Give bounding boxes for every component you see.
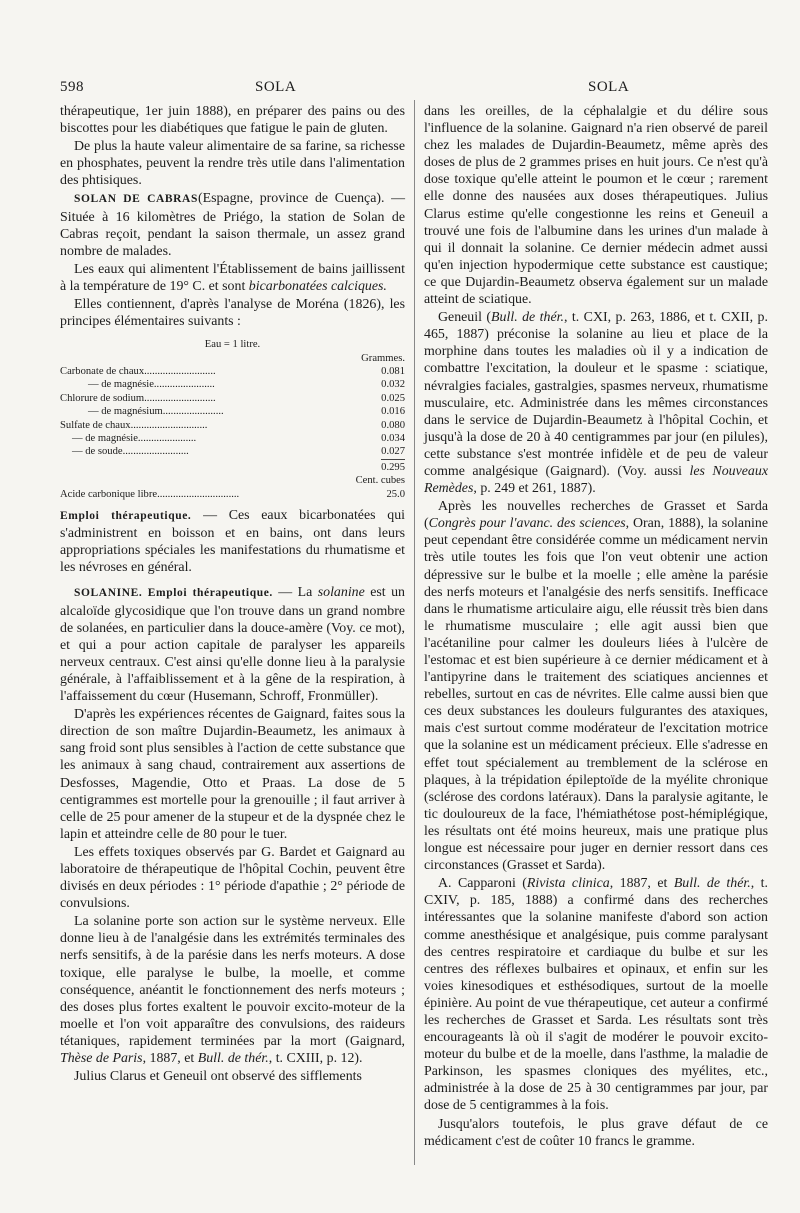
entry-text: (Espagne, province de Cuença). — Située à 16 kilomètres de Priégo, la station de Solan de Cabras reçoit, pendant la saison thermale, un assez grand nombre de malades. <box>60 191 405 259</box>
italic-term: bicarbonatées calciques. <box>248 278 387 294</box>
paragraph: D'après les expériences récentes de Gaignard, faites sous la direction de son maître Dujardin-Beaumetz, les animaux à sang froid sont plus sensibles à l'action de cette substance que les animaux à sang chaud, contrairement aux assertions de Desfosses, Magendie, Otto et Praas. La dose de 5 centigrammes est mortelle pour la grenouille ; il faut arriver à celle de 25 pour amener de la stupeur et de la dyspnée chez le lapin et atteindre celle de 80 pour le tuer. <box>60 707 405 842</box>
paragraph: De plus la haute valeur alimentaire de sa farine, sa richesse en phosphates, peuvent la rendre très utile dans l'alimentation des phtisiques. <box>60 139 405 189</box>
paragraph: Les effets toxiques observés par G. Bardet et Gaignard au laboratoire de thérapeutique de l'hôpital Cochin, peuvent être divisés en deux périodes : 1° période d'apathie ; 2° période de convulsions. <box>60 844 405 912</box>
table-row: — de magnésie...................... 0.034 <box>72 433 405 445</box>
running-head-left: SOLA <box>255 79 297 95</box>
paragraph: A. Capparoni (Rivista clinica, 1887, et Bull. de thér., t. CXIV, p. 185, 1888) a confirmé dans des recherches intéressantes que la solanine manifeste d'abord son action comme anesthésique et analgésique, puis comme paralysant des centres respiratoire et cardiaque du bulbe et sur les centres des réflexes bulbaires et opinaux, et enfin sur les voies kinesodiques et esthésodiques, surtout de la moelle épinière. Au point de vue thérapeutique, cet auteur a confirmé les recherches de Grasset et Sarda. Les résultats sont très encourageants là où il s'agit de modérer le pouvoir excito-moteur du bulbe et de la moelle, dans l'asthme, la maladie de Parkinson, les spasmes cloniques des myélites, etc., administrée à la dose de 25 à 30 centigrammes par jour, par dose de 5 centigrammes à la fois. <box>424 876 768 1114</box>
paragraph: Julius Clarus et Geneuil ont observé des sifflements <box>74 1069 362 1085</box>
entry-heading: SOLAN DE CABRAS <box>74 193 198 206</box>
table-row: — de soude......................... 0.027 <box>72 446 405 458</box>
paragraph: Jusqu'alors toutefois, le plus grave défaut de ce médicament c'est de coûter 10 francs le gramme. <box>424 1116 768 1149</box>
table-total: 0.295 <box>60 459 405 474</box>
table-gas-unit: Cent. cubes <box>355 475 405 487</box>
entry-solan-de-cabras <box>60 190 405 259</box>
entry-heading: Emploi thérapeutique. <box>60 510 192 523</box>
paragraph: dans les oreilles, de la céphalalgie et du délire sous l'influence de la solanine. Gaignard n'a rien observé de pareil chez les malades de Dujardin-Beaumetz, même après des doses de plus de 2 grammes prises en huit jours. Ce n'est qu'à dose toxique qu'elle atteint le poumon et le cœur ; rarement elle donne des nausées aux doses thérapeutiques. Julius Clarus estime qu'elle congestionne les reins et Geneuil a trouvé une fois de l'albumine dans les urines d'un malade à qui il donnait la solanine. Ce dernier médecin admet aussi qu'en injection hypodermique cette substance est caustique; ce que Dujardin-Beaumetz observa également sur un malade atteint de sciatique. <box>424 104 768 308</box>
paragraph: thérapeutique, 1er juin 1888), en préparer des pains ou des biscottes pour les diabétiques que fatigue le pain de gluten. <box>60 104 405 137</box>
right-column <box>424 103 768 1150</box>
table-unit: Grammes. <box>361 352 405 364</box>
entry-emploi: Emploi thérapeutique. — Ces eaux bicarbonatées qui s'administrent en boisson et en bains, ont dans leurs appropriations spéciales les manifestations du rhumatisme et les névroses en général. <box>60 508 406 576</box>
entry-heading: SOLANINE. Emploi thérapeutique. <box>74 587 273 600</box>
table-row: — de magnésie....................... 0.032 <box>88 379 405 391</box>
column-divider <box>414 100 415 1165</box>
table-header: Eau = 1 litre. <box>204 339 261 351</box>
paragraph: Geneuil (Bull. de thér., t. CXI, p. 263, 1886, et t. CXII, p. 465, 1887) préconise la solanine au lieu et place de la morphine dans toutes les maladies où il y a indication de combattre l'excitation, la douleur et le spasme : sciatique, névralgies faciales, gastralgies, spasmes nerveux, rhumatisme musculaire, etc. Administrée dans les mêmes circonstances dans le service de Dujardin-Beaumetz à l'hôpital Cochin, et jusqu'à la dose de 20 à 40 centigrammes par jour (en pilules), cette substance s'est montrée infidèle et de peu de valeur comme analgésique (Gaignard). (Voy. aussi les Nouveaux Remèdes, p. 249 et 261, 1887). <box>424 310 768 497</box>
table-row: Chlorure de sodium........................... 0.025 <box>60 392 405 404</box>
left-column <box>60 103 405 1085</box>
page-number: 598 <box>60 79 84 95</box>
paragraph: La solanine porte son action sur le système nerveux. Elle donne lieu à de l'analgésie dans les extrémités terminales des nerfs sensitifs, à de la parésie dans les nerfs moteurs. A dose toxique, elle paralyse le bulbe, la moelle, et comme conséquence, anéantit le fonctionnement des nerfs moteurs ; des doses plus fortes exaltent le pouvoir excito-moteur de la moelle et l'on voit apparaître des convulsions, des raideurs tétaniques, rapidement terminées par la mort (Gaignard, Thèse de Paris, 1887, et Bull. de thér., t. CXIII, p. 12). <box>60 914 405 1066</box>
table-row: Carbonate de chaux........................... 0.081 <box>60 366 405 378</box>
running-head-right: SOLA <box>588 79 630 95</box>
paragraph: Les eaux qui alimentent l'Établissement de bains jaillissent à la température de 19° C. et sont bicarbonatées calciques. <box>60 261 405 294</box>
paragraph: Après les nouvelles recherches de Grasset et Sarda (Congrès pour l'avanc. des sciences, Oran, 1888), la solanine peut cependant être considérée comme un médicament nervin très utile toutes les fois que l'on veut obtenir une action dépressive sur le bulbe et la moelle ; elle amène la parésie des nerfs moteurs et l'analgésie des nerfs sensitifs. Inefficace dans le rhumatisme articulaire aigu, elle réussit très bien dans le rhumatisme musculaire ; elle agit aussi bien que l'acétaniline pour calmer les douleurs liées à l'ulcère de l'estomac et est bien supérieure à ce dernier médicament et à l'antipyrine dans le traitement des sciatiques anciennes et rebelles, surtout en cas de névrites. Elle calme aussi bien que ces deux substances les douleurs fulgurantes des ataxiques, mais c'est surtout comme modérateur de l'excitation motrice que la solanine est un médicament précieux. Elle s'adresse en effet tout spécialement au tremblement de la sclérose en plaques, à la trépidation épileptoïde de la myélite chronique (sclérose des cordons latéraux). Dans la paralysie agitante, le tic douloureux de la face, l'hémiathétose post-hémiplégique, les résultats ont été moins heureux, mais une pratique plus longue est nécessaire pour juger en dernier ressort dans ces circonstances (Grasset et Sarda). <box>424 499 768 874</box>
table-row: — de magnésium....................... 0.016 <box>88 406 405 418</box>
paragraph: Elles contiennent, d'après l'analyse de Moréna (1826), les principes élémentaires suivants : <box>60 297 405 330</box>
table-row: Acide carbonique libre............................... 25.0 <box>60 488 405 500</box>
entry-solanine: SOLANINE. Emploi thérapeutique. — La solanine est un alcaloïde glycosidique que l'on trouve dans un grand nombre de solanées, en particulier dans la douce-amère (Voy. ce mot), et qui a pour action capitale de paralyser les appareils nerveux centraux. C'est ainsi qu'elle donne lieu à la paralysie générale, à l'affaiblissement et à la gêne de la respiration, à l'affaissement du cœur (Husemann, Schroff, Fronmüller). <box>60 585 405 705</box>
mineral-analysis-table <box>60 338 405 501</box>
table-row: Sulfate de chaux............................. 0.080 <box>60 419 405 431</box>
